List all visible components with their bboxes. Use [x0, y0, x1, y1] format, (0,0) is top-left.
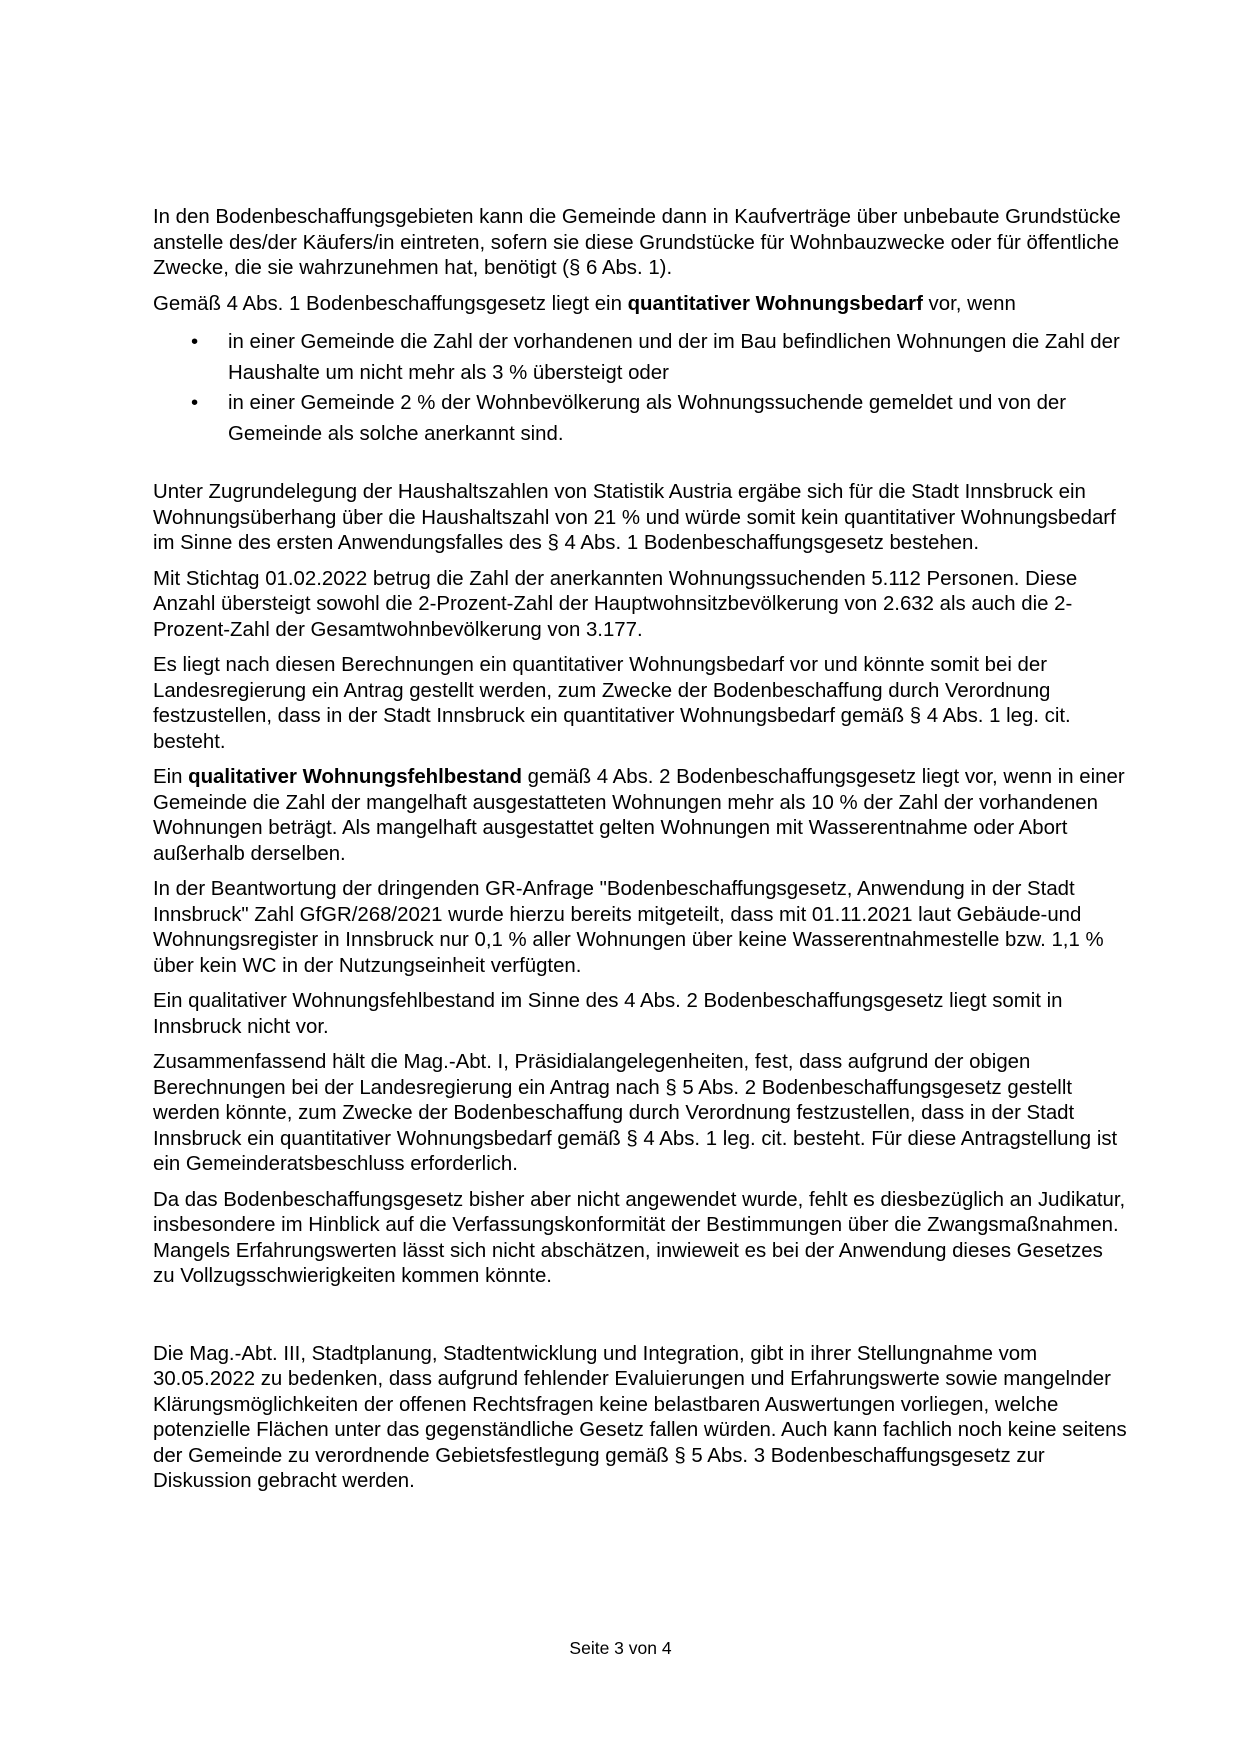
text-segment: Gemäß 4 Abs. 1 Bodenbeschaffungsgesetz liegt ein: [153, 292, 628, 315]
paragraph-quantitativer-bedarf-intro: [153, 292, 1128, 318]
document-body: [153, 205, 1128, 1505]
list-item-text: in einer Gemeinde die Zahl der vorhandenen und der im Bau befindlichen Wohnungen die Zahl der Haushalte um nicht mehr als 3 % übersteigt oder: [228, 331, 1120, 384]
text-segment: Ein: [153, 766, 189, 788]
list-item-text: in einer Gemeinde 2 % der Wohnbevölkerung als Wohnungssuchende gemeldet und von der Gemeinde als solche anerkannt sind.: [228, 392, 1067, 445]
paragraph-stichtag: Mit Stichtag 01.02.2022 betrug die Zahl der anerkannten Wohnungssuchenden 5.112 Personen. Diese Anzahl übersteigt sowohl die 2-Prozent-Zahl der Hauptwohnsitzbevölkerung von 2.632 als auch die 2-Prozent-Zahl der Gesamtwohnbevölkerung von 3.177.: [153, 567, 1078, 641]
list-item: [153, 388, 1128, 449]
bullet-icon: •: [191, 392, 199, 414]
bold-term-quantitativer-wohnungsbedarf: quantitativer Wohnungsbedarf: [627, 292, 923, 315]
paragraph-stadtplanung: Die Mag.-Abt. III, Stadtplanung, Stadtentwicklung und Integration, gibt in ihrer Stellungnahme vom 30.05.2022 zu bedenken, dass aufgrund fehlender Evaluierungen und Erfahrungswerte sowie mangelnder Klärungsmöglichkeiten der offenen Rechtsfragen keine belastbaren Auswertungen vorliegen, welche potenzielle Flächen unter das gegenständliche Gesetz fallen würden. Auch kann fachlich noch keine seitens der Gemeinde zu verordnende Gebietsfestlegung gemäß § 5 Abs. 3 Bodenbeschaffungsgesetz zur Diskussion gebracht werden.: [153, 1342, 1127, 1492]
paragraph-judikatur: Da das Bodenbeschaffungsgesetz bisher aber nicht angewendet wurde, fehlt es diesbezüglich an Judikatur, insbesondere im Hinblick auf die Verfassungskonformität der Bestimmungen über die Zwangsmaßnahmen. Mangels Erfahrungswerten lässt sich nicht abschätzen, inwieweit es bei der Anwendung dieses Gesetzes zu Vollzugsschwierigkeiten kommen könnte.: [153, 1188, 1126, 1287]
text-segment: gemäß 4 Abs. 2 Bodenbeschaffungsgesetz liegt vor, wenn in einer Gemeinde die Zahl der mangelhaft ausgestatteten Wohnungen mehr als 10 % der Zahl der vorhandenen Wohnungen beträgt. Als mangelhaft ausgestattet gelten Wohnungen mit Wasserentnahme oder Abort außerhalb derselben.: [153, 766, 1125, 865]
bullet-list: [153, 327, 1128, 449]
paragraph-qualitativer-fehlbestand: [153, 765, 1128, 867]
bold-term-qualitativer-wohnungsfehlbestand: qualitativer Wohnungsfehlbestand: [188, 766, 522, 788]
bullet-icon: •: [191, 331, 199, 353]
page-number: Seite 3 von 4: [569, 1638, 672, 1658]
paragraph-antrag: Es liegt nach diesen Berechnungen ein quantitativer Wohnungsbedarf vor und könnte somit bei der Landesregierung ein Antrag gestellt werden, zum Zwecke der Bodenbeschaffung durch Verordnung festzustellen, dass in der Stadt Innsbruck ein quantitativer Wohnungsbedarf gemäß § 4 Abs. 1 leg. cit. besteht.: [153, 654, 1071, 753]
paragraph-haushaltszahlen: Unter Zugrundelegung der Haushaltszahlen von Statistik Austria ergäbe sich für die Stadt Innsbruck ein Wohnungsüberhang über die Haushaltszahl von 21 % und würde somit kein quantitativer Wohnungsbedarf im Sinne des ersten Anwendungsfalles des § 4 Abs. 1 Bodenbeschaffungsgesetz bestehen.: [153, 481, 1116, 554]
paragraph-fehlbestand-nicht-vor: Ein qualitativer Wohnungsfehlbestand im Sinne des 4 Abs. 2 Bodenbeschaffungsgesetz liegt somit in Innsbruck nicht vor.: [153, 990, 1063, 1038]
spacer: [153, 459, 1128, 480]
paragraph-zusammenfassung: Zusammenfassend hält die Mag.-Abt. I, Präsidialangelegenheiten, fest, dass aufgrund der obigen Berechnungen bei der Landesregierung ein Antrag nach § 5 Abs. 2 Bodenbeschaffungsgesetz gestellt werden könnte, zum Zwecke der Bodenbeschaffung durch Verordnung festzustellen, dass in der Stadt Innsbruck ein quantitativer Wohnungsbedarf gemäß § 4 Abs. 1 leg. cit. besteht. Für diese Antragstellung ist ein Gemeinderatsbeschluss erforderlich.: [153, 1051, 1118, 1175]
list-item: [153, 327, 1128, 388]
spacer: [153, 1300, 1128, 1342]
paragraph-gr-anfrage: In der Beantwortung der dringenden GR-Anfrage "Bodenbeschaffungsgesetz, Anwendung in der Stadt Innsbruck" Zahl GfGR/268/2021 wurde hierzu bereits mitgeteilt, dass mit 01.11.2021 laut Gebäude-und Wohnungsregister in Innsbruck nur 0,1 % aller Wohnungen über keine Wasserentnahmestelle bzw. 1,1 % über kein WC in der Nutzungseinheit verfügten.: [153, 878, 1104, 977]
paragraph-kaufvertraege: In den Bodenbeschaffungsgebieten kann die Gemeinde dann in Kaufverträge über unbebaute Grundstücke anstelle des/der Käufers/in eintreten, sofern sie diese Grundstücke für Wohnbauzwecke oder für öffentliche Zwecke, die sie wahrzunehmen hat, benötigt (§ 6 Abs. 1).: [153, 206, 1121, 279]
text-segment: vor, wenn: [922, 292, 1016, 315]
